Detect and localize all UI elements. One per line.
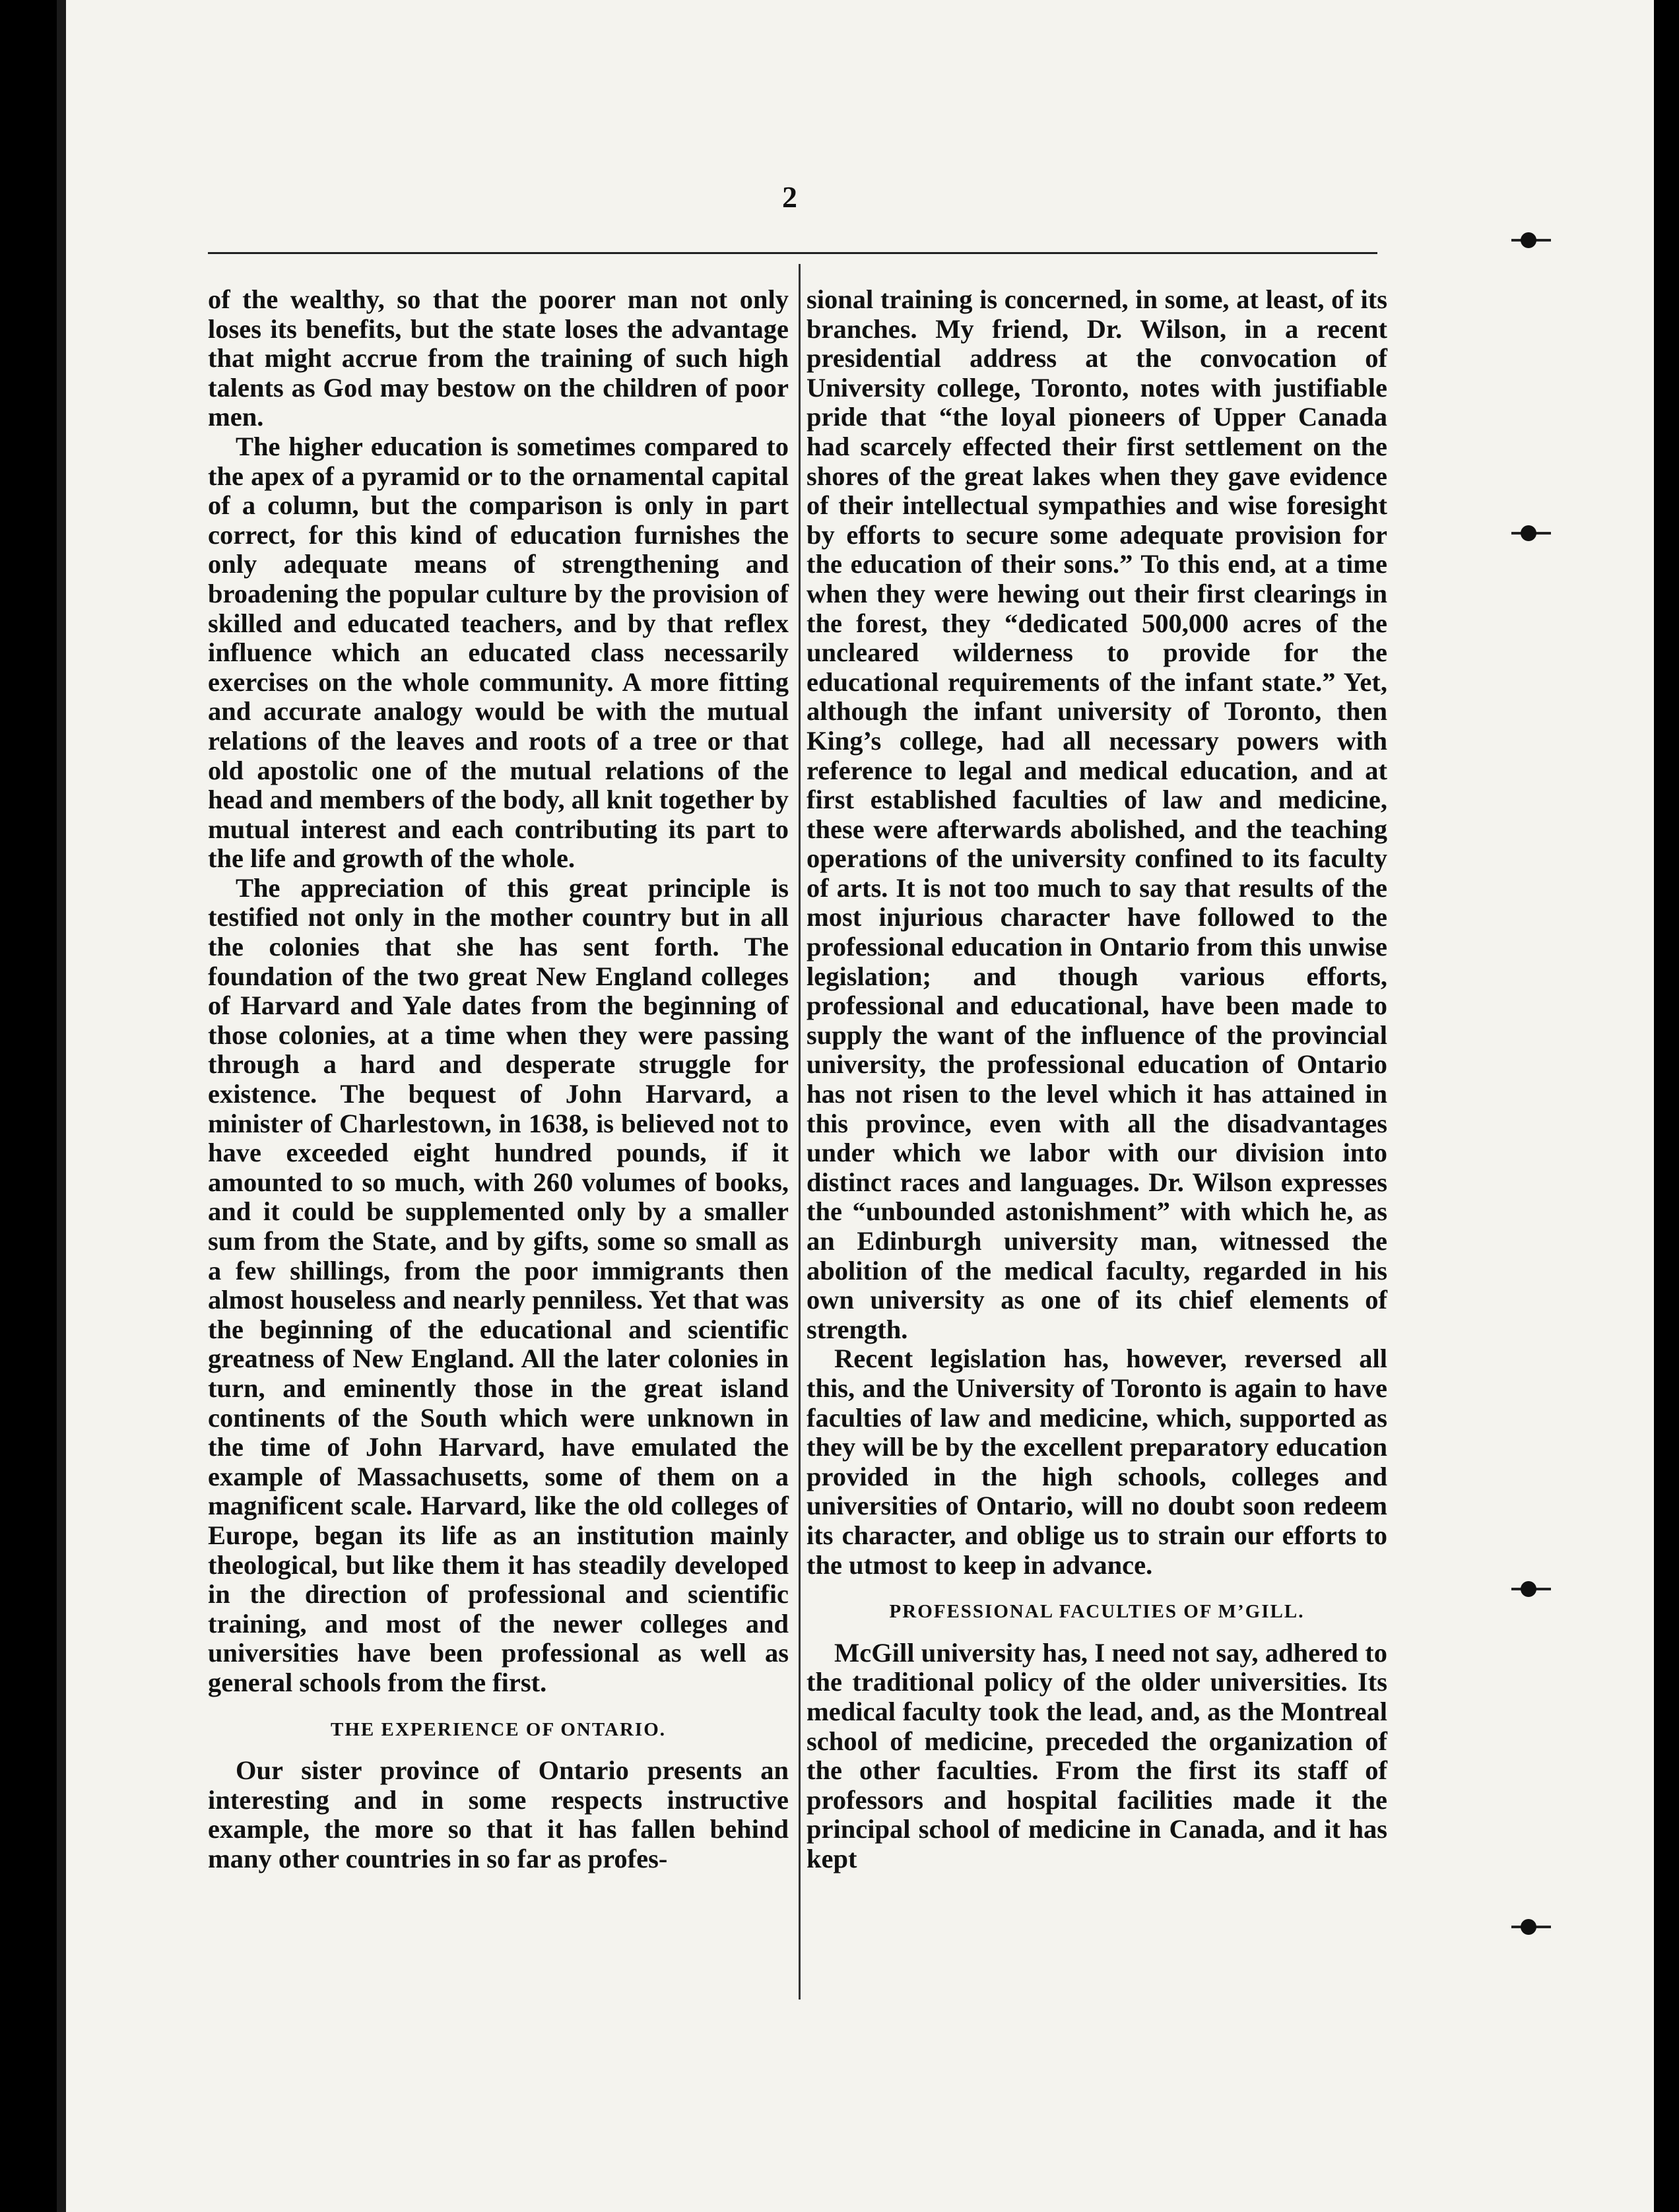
stitch-hole	[1521, 1919, 1536, 1935]
paragraph: McGill university has, I need not say, adhered to the traditional policy of the older universities. Its medical faculty took the lead, and, as the Montreal school of medicine, preceded the organization of the other faculties. From the first its staff of professors and hospital facilities made it the principal school of medicine in Canada, and it has kept	[807, 1637, 1387, 1873]
binding-stitch-marks	[1511, 0, 1551, 2212]
right-column	[807, 285, 1387, 1873]
stitch-hole	[1521, 1581, 1536, 1597]
column-divider	[799, 264, 801, 2000]
section-heading: THE EXPERIENCE OF ONTARIO.	[331, 1718, 666, 1740]
left-column	[208, 285, 789, 1873]
stitch-hole	[1521, 232, 1536, 248]
paragraph: Recent legislation has, however, reversed all this, and the University of Toronto is again to have faculties of law and medicine, which, supported as they will be by the excellent preparatory education provided in the high schools, colleges and universities of Ontario, will no doubt soon redeem its character, and oblige us to strain our efforts to the utmost to keep in advance.	[807, 1344, 1387, 1580]
paragraph: sional training is concerned, in some, at least, of its branches. My friend, Dr. Wilson, in a recent presidential address at the convocation of University college, Toronto, notes with justifiable pride that “the loyal pioneers of Upper Canada had scarcely effected their first settlement on the shores of the great lakes when they gave evidence of their intellectual sympathies and wise foresight by efforts to secure some adequate provision for the education of their sons.” To this end, at a time when they were hewing out their first clearings in the forest, they “dedicated 500,000 acres of the uncleared wilderness to provide for the educational requirements of the infant state.” Yet, although the infant university of Toronto, then King’s college, had all necessary powers with reference to legal and medical education, and at first established faculties of law and medicine, these were afterwards abolished, and the teaching operations of the university confined to its faculty of arts. It is not too much to say that results of the most injurious character have followed to the professional education in Ontario from this unwise legislation; and though various efforts, professional and educational, have been made to supply the want of the influence of the provincial university, the professional education of Ontario has not risen to the level which it has attained in this province, even with all the disadvantages under which we labor with our division into distinct races and languages. Dr. Wilson expresses the “unbounded astonishment” with which he, as an Edinburgh university man, witnessed the abolition of the medical faculty, regarded in his own university as one of its chief elements of strength.	[807, 284, 1387, 1344]
paragraph: The appreciation of this great principle is testified not only in the mother country but in all the colonies that she has sent forth. The foundation of the two great New England colleges of Harvard and Yale dates from the beginning of those colonies, at a time when they were passing through a hard and desperate struggle for existence. The bequest of John Harvard, a minister of Charlestown, in 1638, is believed not to have exceeded eight hundred pounds, if it amounted to so much, with 260 volumes of books, and it could be supplemented only by a smaller sum from the State, and by gifts, some so small as a few shillings, from the poor immigrants then almost houseless and nearly penniless. Yet that was the beginning of the educational and scientific greatness of New England. All the later colonies in turn, and eminently those in the great island continents of the South which were unknown in the time of John Harvard, have emulated the example of Massachusetts, some of them on a magnificent scale. Harvard, like the old colleges of Europe, began its life as an institution mainly theological, but like them it has steadily developed in the direction of professional and scientific training, and most of the newer colleges and universities have been professional as well as general schools from the first.	[208, 872, 789, 1697]
stitch-hole	[1521, 525, 1536, 541]
paragraph: The higher education is sometimes compared to the apex of a pyramid or to the ornamental capital of a column, but the comparison is only in part correct, for this kind of education furnishes the only adequate means of strengthening and broadening the popular culture by the provision of skilled and educated teachers, and by that reflex influence which an educated class necessarily exercises on the whole community. A more fitting and accurate analogy would be with the mutual relations of the leaves and roots of a tree or that old apostolic one of the mutual relations of the head and members of the body, all knit together by mutual interest and each contributing its part to the life and growth of the whole.	[208, 431, 789, 874]
section-heading: PROFESSIONAL FACULTIES OF M’GILL.	[889, 1601, 1305, 1623]
paragraph: of the wealthy, so that the poorer man not only loses its benefits, but the state loses the advantage that might accrue from the training of such high talents as God may bestow on the children of poor men.	[208, 284, 789, 432]
header-rule	[208, 252, 1377, 254]
scan-edge-left	[57, 0, 66, 2212]
paragraph: Our sister province of Ontario presents an interesting and in some respects instructive example, the more so that it has fallen behind many other countries in so far as profes-	[208, 1755, 789, 1873]
page-number: 2	[782, 180, 797, 214]
